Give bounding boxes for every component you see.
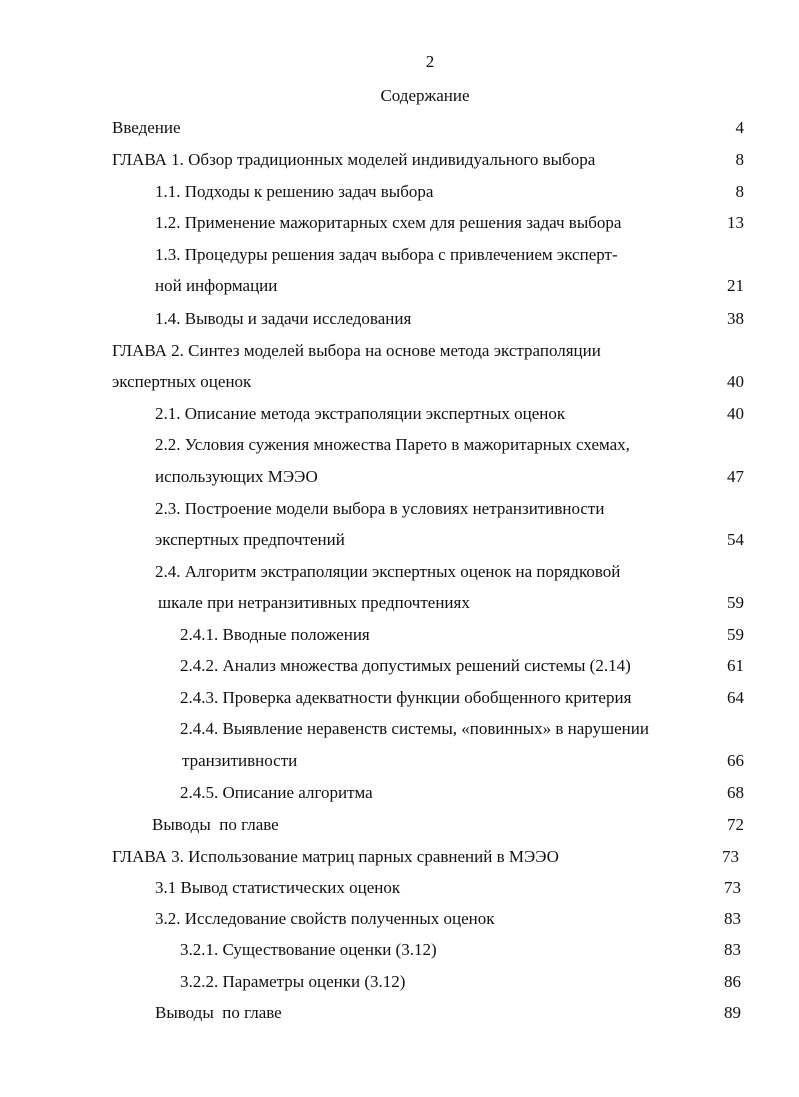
toc-entry-page: 54 [727, 530, 744, 549]
toc-entry-text: Выводы по главе [155, 1003, 282, 1022]
toc-entry-page: 40 [727, 404, 744, 423]
toc-entry-text: 2.4.5. Описание алгоритма [180, 783, 373, 802]
toc-entry-page: 40 [727, 372, 744, 391]
toc-entry-page: 72 [727, 815, 744, 834]
toc-entry-text: 2.4.3. Проверка адекватности функции обобщенного критерия [180, 688, 632, 707]
toc-entry-page: 89 [724, 1003, 741, 1022]
toc-entry-text: ГЛАВА 1. Обзор традиционных моделей индивидуального выбора [112, 150, 596, 169]
toc-entry-text: 2.4. Алгоритм экстраполяции экспертных оценок на порядковой [155, 562, 621, 581]
toc-entry-text: 1.4. Выводы и задачи исследования [155, 309, 412, 328]
toc-entry-text: 3.2. Исследование свойств полученных оценок [155, 909, 495, 928]
toc-entry-text: 1.3. Процедуры решения задач выбора с привлечением эксперт- [155, 245, 618, 264]
toc-entry-page: 8 [735, 150, 744, 169]
page-title: Содержание [380, 86, 470, 105]
toc-entry-page: 64 [727, 688, 744, 707]
toc-entry-text: 1.2. Применение мажоритарных схем для решения задач выбора [155, 213, 622, 232]
toc-entry-page: 13 [727, 213, 744, 232]
toc-entry-continuation: шкале при нетранзитивных предпочтениях [158, 593, 470, 612]
toc-entry-text: 2.2. Условия сужения множества Парето в мажоритарных схемах, [155, 435, 630, 454]
toc-entry-page: 73 [722, 847, 739, 866]
toc-entry-text: 2.3. Построение модели выбора в условиях нетранзитивности [155, 499, 605, 518]
toc-entry-page: 8 [735, 182, 744, 201]
toc-entry-text: 2.4.4. Выявление неравенств системы, «повинных» в нарушении [180, 719, 649, 738]
page-number: 2 [425, 52, 435, 71]
toc-entry-page: 73 [724, 878, 741, 897]
toc-entry-text: 3.2.2. Параметры оценки (3.12) [180, 972, 406, 991]
toc-entry-text: 2.4.1. Вводные положения [180, 625, 370, 644]
toc-entry-page: 86 [724, 972, 741, 991]
toc-entry-page: 61 [727, 656, 744, 675]
toc-entry-text: Введение [112, 118, 181, 137]
toc-entry-text: 3.1 Вывод статистических оценок [155, 878, 401, 897]
toc-entry-page: 83 [724, 940, 741, 959]
toc-entry-continuation: использующих МЭЭО [155, 467, 318, 486]
toc-entry-text: Выводы по главе [152, 815, 279, 834]
toc-entry-text: ГЛАВА 3. Использование матриц парных сравнений в МЭЭО [112, 847, 559, 866]
toc-entry-text: 3.2.1. Существование оценки (3.12) [180, 940, 437, 959]
toc-entry-page: 68 [727, 783, 744, 802]
toc-entry-page: 59 [727, 625, 744, 644]
toc-entry-page: 66 [727, 751, 744, 770]
toc-entry-page: 59 [727, 593, 744, 612]
toc-entry-text: 2.4.2. Анализ множества допустимых решений системы (2.14) [180, 656, 631, 675]
toc-entry-continuation: транзитивности [182, 751, 298, 770]
toc-entry-continuation: экспертных предпочтений [155, 530, 345, 549]
toc-entry-page: 83 [724, 909, 741, 928]
toc-entry-page: 4 [735, 118, 744, 137]
toc-entry-text: ГЛАВА 2. Синтез моделей выбора на основе метода экстраполяции [112, 341, 601, 360]
toc-entry-text: 1.1. Подходы к решению задач выбора [155, 182, 434, 201]
toc-entry-page: 38 [727, 309, 744, 328]
toc-entry-page: 21 [727, 276, 744, 295]
toc-entry-text: 2.1. Описание метода экстраполяции экспертных оценок [155, 404, 566, 423]
toc-entry-page: 47 [727, 467, 744, 486]
toc-entry-continuation: ной информации [155, 276, 278, 295]
toc-entry-continuation: экспертных оценок [112, 372, 252, 391]
